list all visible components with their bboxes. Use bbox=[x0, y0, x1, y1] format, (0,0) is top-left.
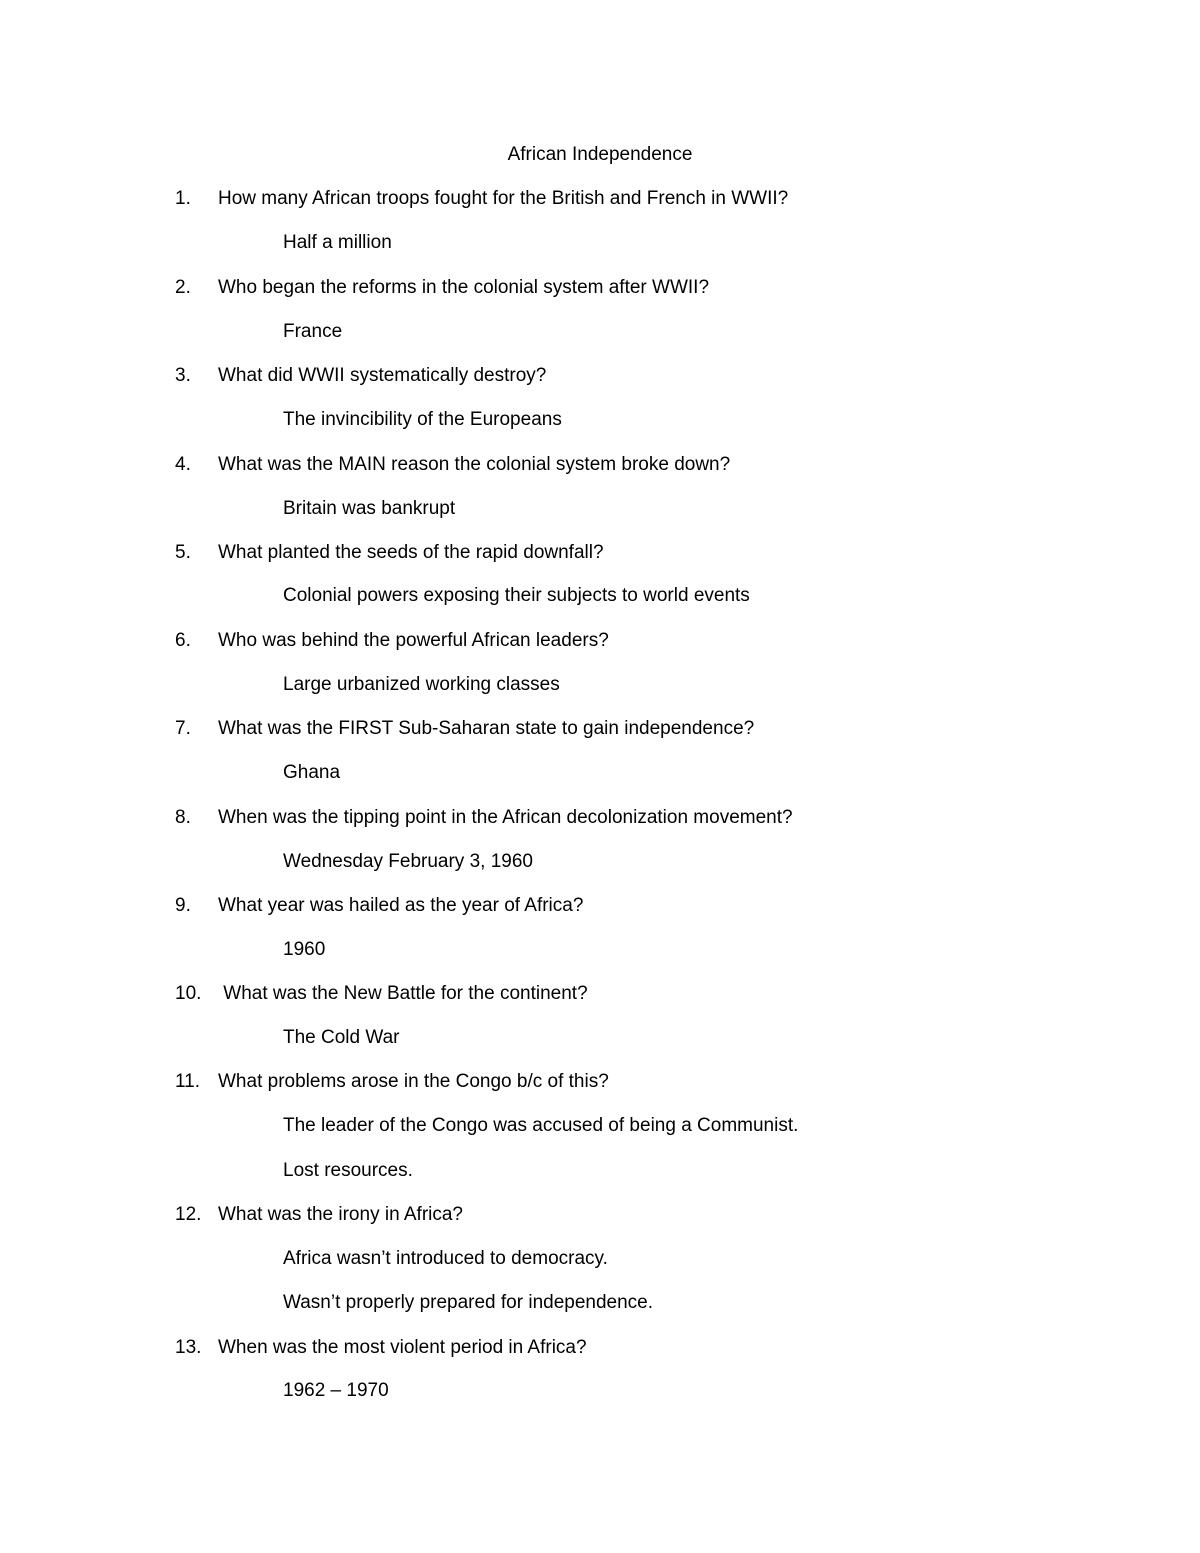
answer-text: Large urbanized working classes bbox=[283, 674, 560, 695]
question-text: What year was hailed as the year of Africa? bbox=[218, 895, 584, 916]
item-number: 10. bbox=[175, 983, 202, 1004]
item-number: 12. bbox=[175, 1204, 202, 1225]
item-number: 1. bbox=[175, 188, 191, 209]
item-number: 9. bbox=[175, 895, 191, 916]
answer-text: The Cold War bbox=[283, 1027, 400, 1048]
question-text: What planted the seeds of the rapid downfall? bbox=[218, 542, 604, 563]
item-number: 4. bbox=[175, 454, 191, 475]
item-number: 7. bbox=[175, 718, 191, 739]
question-text: What was the irony in Africa? bbox=[218, 1204, 463, 1225]
answer-text: 1960 bbox=[283, 939, 326, 960]
answer-text: Britain was bankrupt bbox=[283, 498, 456, 519]
document-title: African Independence bbox=[507, 144, 693, 165]
answer-text: Half a million bbox=[283, 232, 392, 253]
answer-text: Ghana bbox=[283, 762, 341, 783]
answer-text: Wednesday February 3, 1960 bbox=[283, 851, 533, 872]
item-number: 11. bbox=[175, 1071, 201, 1092]
item-number: 2. bbox=[175, 277, 191, 298]
item-number: 8. bbox=[175, 807, 191, 828]
question-text: Who was behind the powerful African leaders? bbox=[218, 630, 609, 651]
question-text: How many African troops fought for the British and French in WWII? bbox=[218, 188, 789, 209]
question-text: What was the FIRST Sub-Saharan state to gain independence? bbox=[218, 718, 755, 739]
question-text: When was the tipping point in the African decolonization movement? bbox=[218, 807, 793, 828]
question-text: What was the New Battle for the continent? bbox=[218, 983, 588, 1004]
question-text: What did WWII systematically destroy? bbox=[218, 365, 547, 386]
answer-text: 1962 – 1970 bbox=[283, 1380, 389, 1401]
answer-text: The invincibility of the Europeans bbox=[283, 409, 562, 430]
answer-text: Wasn’t properly prepared for independence. bbox=[283, 1292, 654, 1313]
answer-text: Africa wasn’t introduced to democracy. bbox=[283, 1248, 608, 1269]
answer-text: Colonial powers exposing their subjects to world events bbox=[283, 585, 750, 606]
answer-text: Lost resources. bbox=[283, 1160, 413, 1181]
answer-text: France bbox=[283, 321, 343, 342]
question-text: What was the MAIN reason the colonial system broke down? bbox=[218, 454, 731, 475]
question-text: When was the most violent period in Africa? bbox=[218, 1337, 587, 1358]
question-text: Who began the reforms in the colonial system after WWII? bbox=[218, 277, 710, 298]
item-number: 13. bbox=[175, 1337, 202, 1358]
item-number: 6. bbox=[175, 630, 191, 651]
item-number: 5. bbox=[175, 542, 191, 563]
item-number: 3. bbox=[175, 365, 191, 386]
question-text: What problems arose in the Congo b/c of this? bbox=[218, 1071, 609, 1092]
answer-text: The leader of the Congo was accused of being a Communist. bbox=[283, 1115, 799, 1136]
